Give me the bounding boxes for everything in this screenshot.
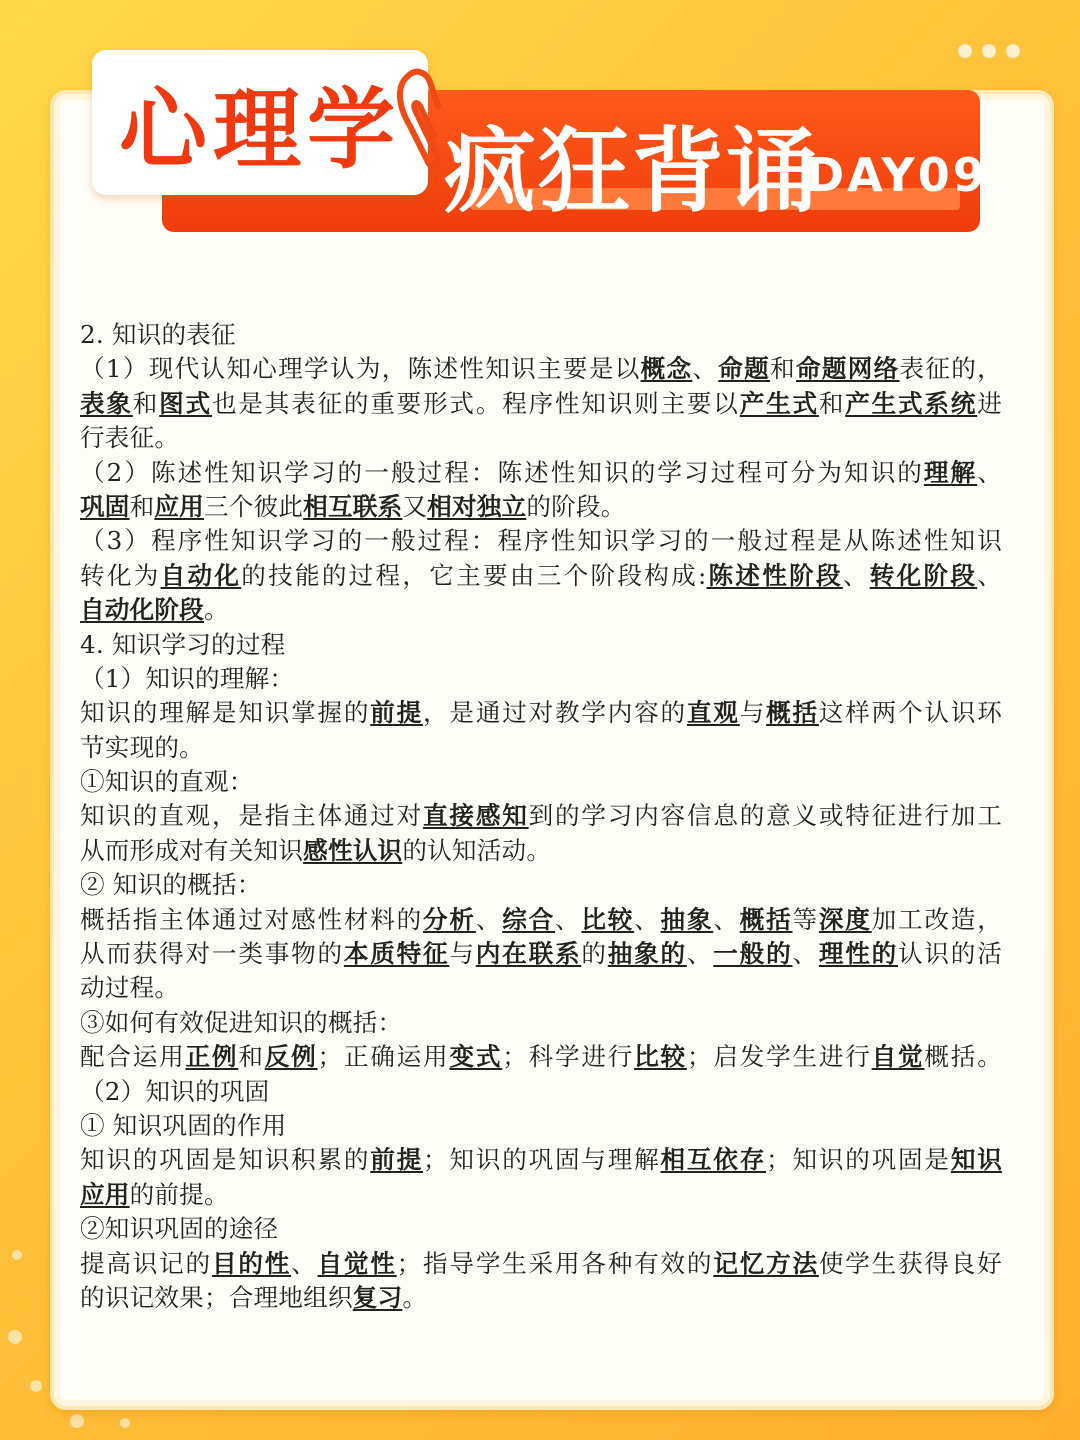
text-segment: 4. 知识学习的过程 — [80, 629, 286, 659]
text-line — [80, 352, 1002, 386]
title-day: DAY09 — [806, 148, 988, 202]
key-term: 自动化 — [160, 560, 242, 590]
subject-title: 心理学 — [118, 77, 401, 181]
key-term: 概括 — [739, 904, 793, 934]
key-term: 本质特征 — [343, 939, 450, 969]
key-term: 理性的 — [818, 939, 899, 969]
text-line — [80, 1143, 1002, 1177]
text-line — [80, 937, 1002, 971]
text-line — [80, 1006, 1002, 1040]
text-line — [80, 868, 1002, 902]
text-line — [80, 799, 1002, 833]
key-term: 相互联系 — [303, 491, 403, 521]
key-term: 抽象 — [660, 904, 714, 934]
text-line — [80, 971, 1002, 1005]
key-term: 正例 — [185, 1042, 239, 1072]
text-segment: 、 — [977, 457, 1002, 487]
text-line — [80, 628, 1002, 662]
text-segment: 概括。 — [924, 1042, 1002, 1072]
menu-dots-icon — [958, 44, 1020, 58]
text-line — [80, 1212, 1002, 1246]
text-line — [80, 1040, 1002, 1074]
key-term: 比较 — [634, 1042, 687, 1072]
text-segment: 节实现的。 — [80, 732, 204, 762]
key-term: 变式 — [449, 1042, 503, 1072]
text-line — [80, 490, 1002, 524]
key-term: 自觉性 — [317, 1248, 397, 1278]
text-segment: 的前提。 — [129, 1179, 229, 1209]
text-segment: 和 — [129, 491, 155, 521]
text-segment: 使学生获得良好 — [818, 1248, 1002, 1278]
key-term: 抽象的 — [607, 939, 687, 969]
decor-dot — [8, 1330, 22, 1344]
key-term: 概括 — [766, 698, 819, 728]
key-term: 自觉 — [871, 1042, 925, 1072]
text-segment: 配合运用 — [80, 1042, 186, 1072]
text-line — [80, 834, 1002, 868]
text-segment: （2）陈述性知识学习的一般过程：陈述性知识的学习过程可分为知识的 — [80, 457, 924, 487]
text-segment: 、 — [977, 560, 1002, 590]
text-segment: ；知识的巩固是 — [766, 1145, 951, 1175]
key-term: 表象 — [80, 388, 133, 418]
text-segment: 的技能的过程，它主要由三个阶段构成: — [241, 560, 707, 590]
key-term: 比较 — [581, 904, 635, 934]
text-segment: 2. 知识的表征 — [80, 320, 236, 349]
key-term: 记忆方法 — [713, 1248, 819, 1278]
text-segment: 进 — [977, 388, 1002, 418]
text-line — [80, 1075, 1002, 1109]
text-line — [80, 593, 1002, 627]
key-term: 自动化阶段 — [80, 595, 204, 625]
key-term: 概念 — [640, 354, 693, 384]
text-segment: 。 — [402, 1282, 428, 1312]
key-term: 产生式系统 — [845, 388, 978, 418]
text-segment: ；科学进行 — [502, 1042, 635, 1072]
text-segment: 的阶段。 — [526, 491, 626, 521]
text-segment: 知识的理解是知识掌握的 — [80, 698, 371, 728]
key-term: 前提 — [370, 698, 424, 728]
text-line — [80, 1281, 1002, 1315]
key-term: 复习 — [352, 1282, 403, 1312]
key-term: 反例 — [264, 1042, 318, 1072]
text-segment: 和 — [770, 354, 796, 384]
text-segment: 、 — [475, 904, 503, 934]
key-term: 前提 — [370, 1145, 424, 1175]
title-main: 疯狂背诵 — [444, 118, 821, 225]
key-term: 理解 — [923, 457, 978, 487]
key-term: 直观 — [686, 698, 740, 728]
text-line — [80, 696, 1002, 730]
text-line — [80, 731, 1002, 765]
text-segment: 的认知活动。 — [402, 835, 552, 865]
key-term: 一般的 — [713, 939, 793, 969]
text-segment: （1）知识的理解： — [80, 663, 295, 693]
text-segment: （2）知识的巩固 — [80, 1076, 270, 1106]
text-segment: 加工改造， — [871, 904, 1002, 934]
text-line — [80, 387, 1002, 421]
text-segment: 知识的巩固是知识积累的 — [80, 1145, 371, 1175]
text-segment: 的 — [581, 939, 608, 969]
text-line — [80, 421, 1002, 455]
text-segment: 与 — [739, 698, 767, 728]
decor-dot — [30, 1380, 42, 1392]
text-segment: 和 — [818, 388, 846, 418]
text-segment: ① 知识巩固的作用 — [80, 1110, 287, 1140]
key-term: 陈述性阶段 — [706, 560, 843, 590]
subject-box — [92, 50, 428, 195]
notes-body — [80, 318, 1002, 1315]
key-term: 直接感知 — [423, 801, 529, 831]
text-segment: 表征的， — [899, 354, 1002, 384]
key-term: 内在联系 — [475, 939, 582, 969]
text-line — [80, 456, 1002, 490]
decor-dot — [70, 1414, 84, 1428]
text-segment: 、 — [692, 354, 719, 384]
text-segment: ②知识巩固的途径 — [80, 1214, 279, 1244]
key-term: 转化阶段 — [869, 560, 978, 590]
text-segment: ；指导学生采用各种有效的 — [396, 1248, 714, 1278]
key-term: 巩固 — [80, 491, 130, 521]
key-term: 分析 — [423, 904, 476, 934]
text-segment: 转化为 — [80, 560, 161, 590]
text-segment: 从而获得对一类事物的 — [80, 939, 344, 969]
paperclip-icon — [394, 66, 442, 176]
text-segment: ② 知识的概括： — [80, 870, 262, 900]
key-term: 相互依存 — [660, 1145, 767, 1175]
key-term: 相对独立 — [427, 491, 527, 521]
text-line — [80, 765, 1002, 799]
text-segment: 和 — [132, 388, 160, 418]
text-line — [80, 662, 1002, 696]
text-segment: 认识的活 — [898, 939, 1002, 969]
text-segment: 、 — [291, 1248, 318, 1278]
text-segment: 、 — [842, 560, 870, 590]
text-segment: （1）现代认知心理学认为，陈述性知识主要是以 — [80, 354, 641, 384]
text-line — [80, 524, 1002, 558]
text-segment: ③如何有效促进知识的概括： — [80, 1007, 403, 1037]
text-segment: 。 — [203, 595, 229, 625]
text-segment: （3）程序性知识学习的一般过程：程序性知识学习的一般过程是从陈述性知识 — [80, 526, 1002, 556]
key-term: 命题网络 — [795, 354, 900, 384]
text-segment: 动过程。 — [80, 973, 180, 1003]
text-line — [80, 1109, 1002, 1143]
text-segment: 等 — [792, 904, 819, 934]
text-segment: 从而形成对有关知识 — [80, 835, 304, 865]
text-segment: ；启发学生进行 — [686, 1042, 872, 1072]
key-term: 产生式 — [739, 388, 819, 418]
decor-dot — [12, 1250, 22, 1260]
text-segment: 和 — [238, 1042, 265, 1072]
text-segment: 这样两个认识环 — [818, 698, 1002, 728]
text-segment: 、 — [634, 904, 661, 934]
text-segment: 提高识记的 — [80, 1248, 212, 1278]
decor-dot — [120, 1418, 130, 1428]
key-term: 综合 — [502, 904, 555, 934]
text-segment: ，是通过对教学内容的 — [423, 698, 687, 728]
text-segment: ；正确运用 — [317, 1042, 450, 1072]
text-segment: 知识的直观，是指主体通过对 — [80, 801, 424, 831]
key-term: 应用 — [154, 491, 204, 521]
text-segment: 、 — [554, 904, 582, 934]
text-segment: 的识记效果；合理地组织 — [80, 1282, 353, 1312]
text-segment: 到的学习内容信息的意义或特征进行加工 — [528, 801, 1002, 831]
text-line — [80, 1178, 1002, 1212]
text-line — [80, 1247, 1002, 1281]
key-term: 应用 — [80, 1179, 130, 1209]
text-line — [80, 903, 1002, 937]
text-line — [80, 559, 1002, 593]
text-segment: 、 — [686, 939, 714, 969]
key-term: 命题 — [718, 354, 771, 384]
text-segment: 概括指主体通过对感性材料的 — [80, 904, 424, 934]
text-segment: ；知识的巩固与理解 — [423, 1145, 661, 1175]
text-segment: 、 — [792, 939, 819, 969]
text-segment: 又 — [402, 491, 428, 521]
key-term: 图式 — [159, 388, 212, 418]
key-term: 深度 — [818, 904, 872, 934]
text-segment: 也是其表征的重要形式。程序性知识则主要以 — [211, 388, 740, 418]
key-term: 目的性 — [211, 1248, 292, 1278]
text-segment: 与 — [449, 939, 476, 969]
text-segment: 三个彼此 — [203, 491, 304, 521]
text-segment: 、 — [713, 904, 740, 934]
text-segment: ①知识的直观： — [80, 767, 254, 797]
text-line — [80, 318, 1002, 352]
key-term: 知识 — [950, 1145, 1002, 1175]
text-segment: 行表征。 — [80, 423, 180, 453]
key-term: 感性认识 — [303, 835, 403, 865]
